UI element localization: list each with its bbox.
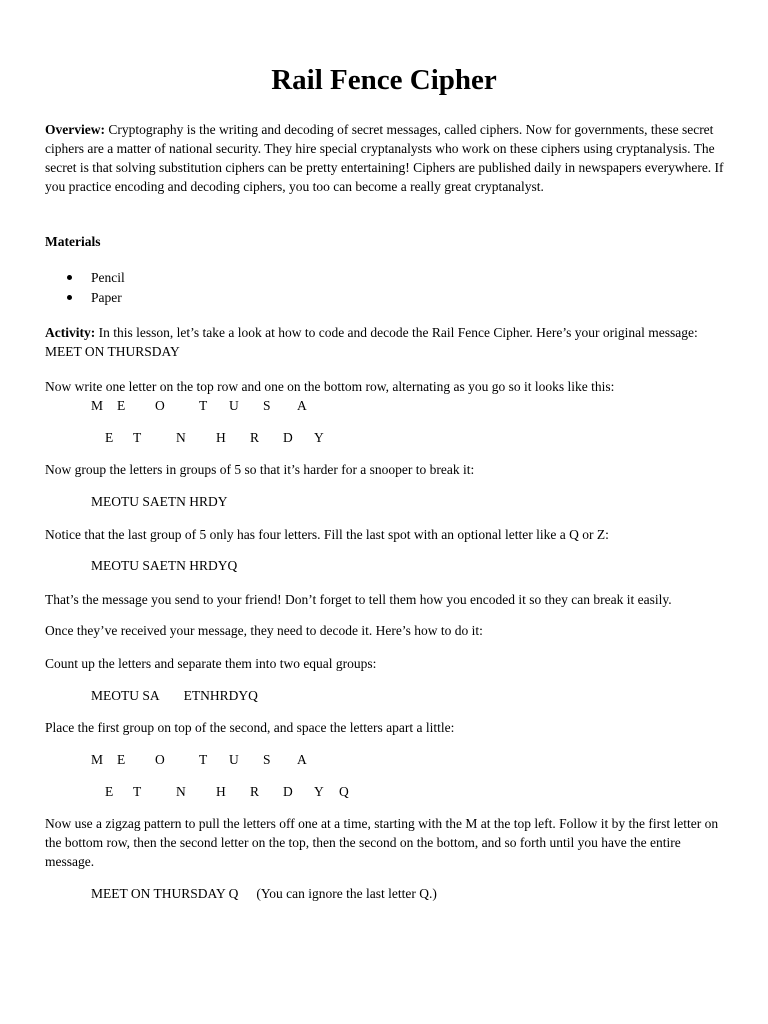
letter: D bbox=[283, 430, 293, 445]
grouped-code: MEOTU SAETN HRDY bbox=[91, 494, 228, 509]
step5-text: Once they’ve received your message, they need to decode it. Here’s how to do it: bbox=[45, 623, 483, 638]
result-text: MEET ON THURSDAY Q bbox=[91, 886, 239, 901]
materials-list bbox=[65, 268, 125, 307]
page-title: Rail Fence Cipher bbox=[271, 64, 497, 96]
group-two: ETNHRDYQ bbox=[183, 688, 258, 703]
activity-label: Activity: bbox=[45, 325, 96, 340]
letter: O bbox=[155, 398, 165, 413]
letter: E bbox=[117, 752, 126, 767]
letter: S bbox=[263, 752, 271, 767]
letter: D bbox=[283, 784, 293, 799]
materials-heading-text: Materials bbox=[45, 234, 101, 249]
letter: E bbox=[105, 430, 114, 445]
step4-text: That’s the message you send to your friend! Don’t forget to tell them how you encoded it so they can break it easily. bbox=[45, 592, 672, 607]
result-note: (You can ignore the last letter Q.) bbox=[256, 886, 437, 901]
letter: R bbox=[250, 430, 260, 445]
letter: T bbox=[133, 430, 142, 445]
materials-heading bbox=[45, 232, 730, 251]
overview-paragraph bbox=[45, 120, 730, 196]
group-one: MEOTU SA bbox=[91, 688, 160, 703]
letter: Y bbox=[314, 784, 324, 799]
letter: T bbox=[133, 784, 142, 799]
letter: S bbox=[263, 398, 271, 413]
letter: H bbox=[216, 430, 226, 445]
letter: Y bbox=[314, 430, 324, 445]
list-item: Paper bbox=[65, 288, 125, 308]
decoded-result bbox=[91, 884, 437, 903]
letter: T bbox=[199, 398, 208, 413]
letter: A bbox=[297, 752, 307, 767]
padded-code: MEOTU SAETN HRDYQ bbox=[91, 558, 238, 573]
activity-paragraph bbox=[45, 323, 730, 361]
letter: O bbox=[155, 752, 165, 767]
step8-text: Now use a zigzag pattern to pull the letters off one at a time, starting with the M at the top left. Follow it by the first letter on the bottom row, then the second letter on the top, then the second on the bottom, and so forth until you have the entire message. bbox=[45, 816, 719, 869]
activity-text: In this lesson, let’s take a look at how to code and decode the Rail Fence Cipher. Here’s your original message: MEET ON THURSDAY bbox=[45, 325, 698, 359]
letter: E bbox=[117, 398, 126, 413]
letter: H bbox=[216, 784, 226, 799]
letter: U bbox=[229, 752, 239, 767]
step6-text: Count up the letters and separate them into two equal groups: bbox=[45, 656, 377, 671]
step3-text: Notice that the last group of 5 only has four letters. Fill the last spot with an optional letter like a Q or Z: bbox=[45, 527, 609, 542]
list-item: Pencil bbox=[65, 268, 125, 288]
letter: R bbox=[250, 784, 260, 799]
letter: T bbox=[199, 752, 208, 767]
letter: N bbox=[176, 784, 186, 799]
letter: A bbox=[297, 398, 307, 413]
letter: E bbox=[105, 784, 114, 799]
overview-label: Overview: bbox=[45, 122, 105, 137]
letter: M bbox=[91, 752, 104, 767]
step1-text: Now write one letter on the top row and one on the bottom row, alternating as you go so it looks like this: bbox=[45, 379, 615, 394]
two-groups bbox=[91, 686, 258, 705]
step7-text: Place the first group on top of the second, and space the letters apart a little: bbox=[45, 720, 455, 735]
step2-text: Now group the letters in groups of 5 so that it’s harder for a snooper to break it: bbox=[45, 462, 475, 477]
overview-text: Cryptography is the writing and decoding of secret messages, called ciphers. Now for governments, these secret ciphers are a matter of national security. They hire special cryptanalysts who work on these ciphers using cryptanalysis. The secret is that solving substitution ciphers can be pretty entertaining! Ciphers are published daily in newspapers everywhere. If you practice encoding and decoding ciphers, you too can become a really great cryptanalyst. bbox=[45, 122, 724, 194]
letter: Q bbox=[339, 784, 349, 799]
letter: N bbox=[176, 430, 186, 445]
letter: M bbox=[91, 398, 104, 413]
letter: U bbox=[229, 398, 239, 413]
